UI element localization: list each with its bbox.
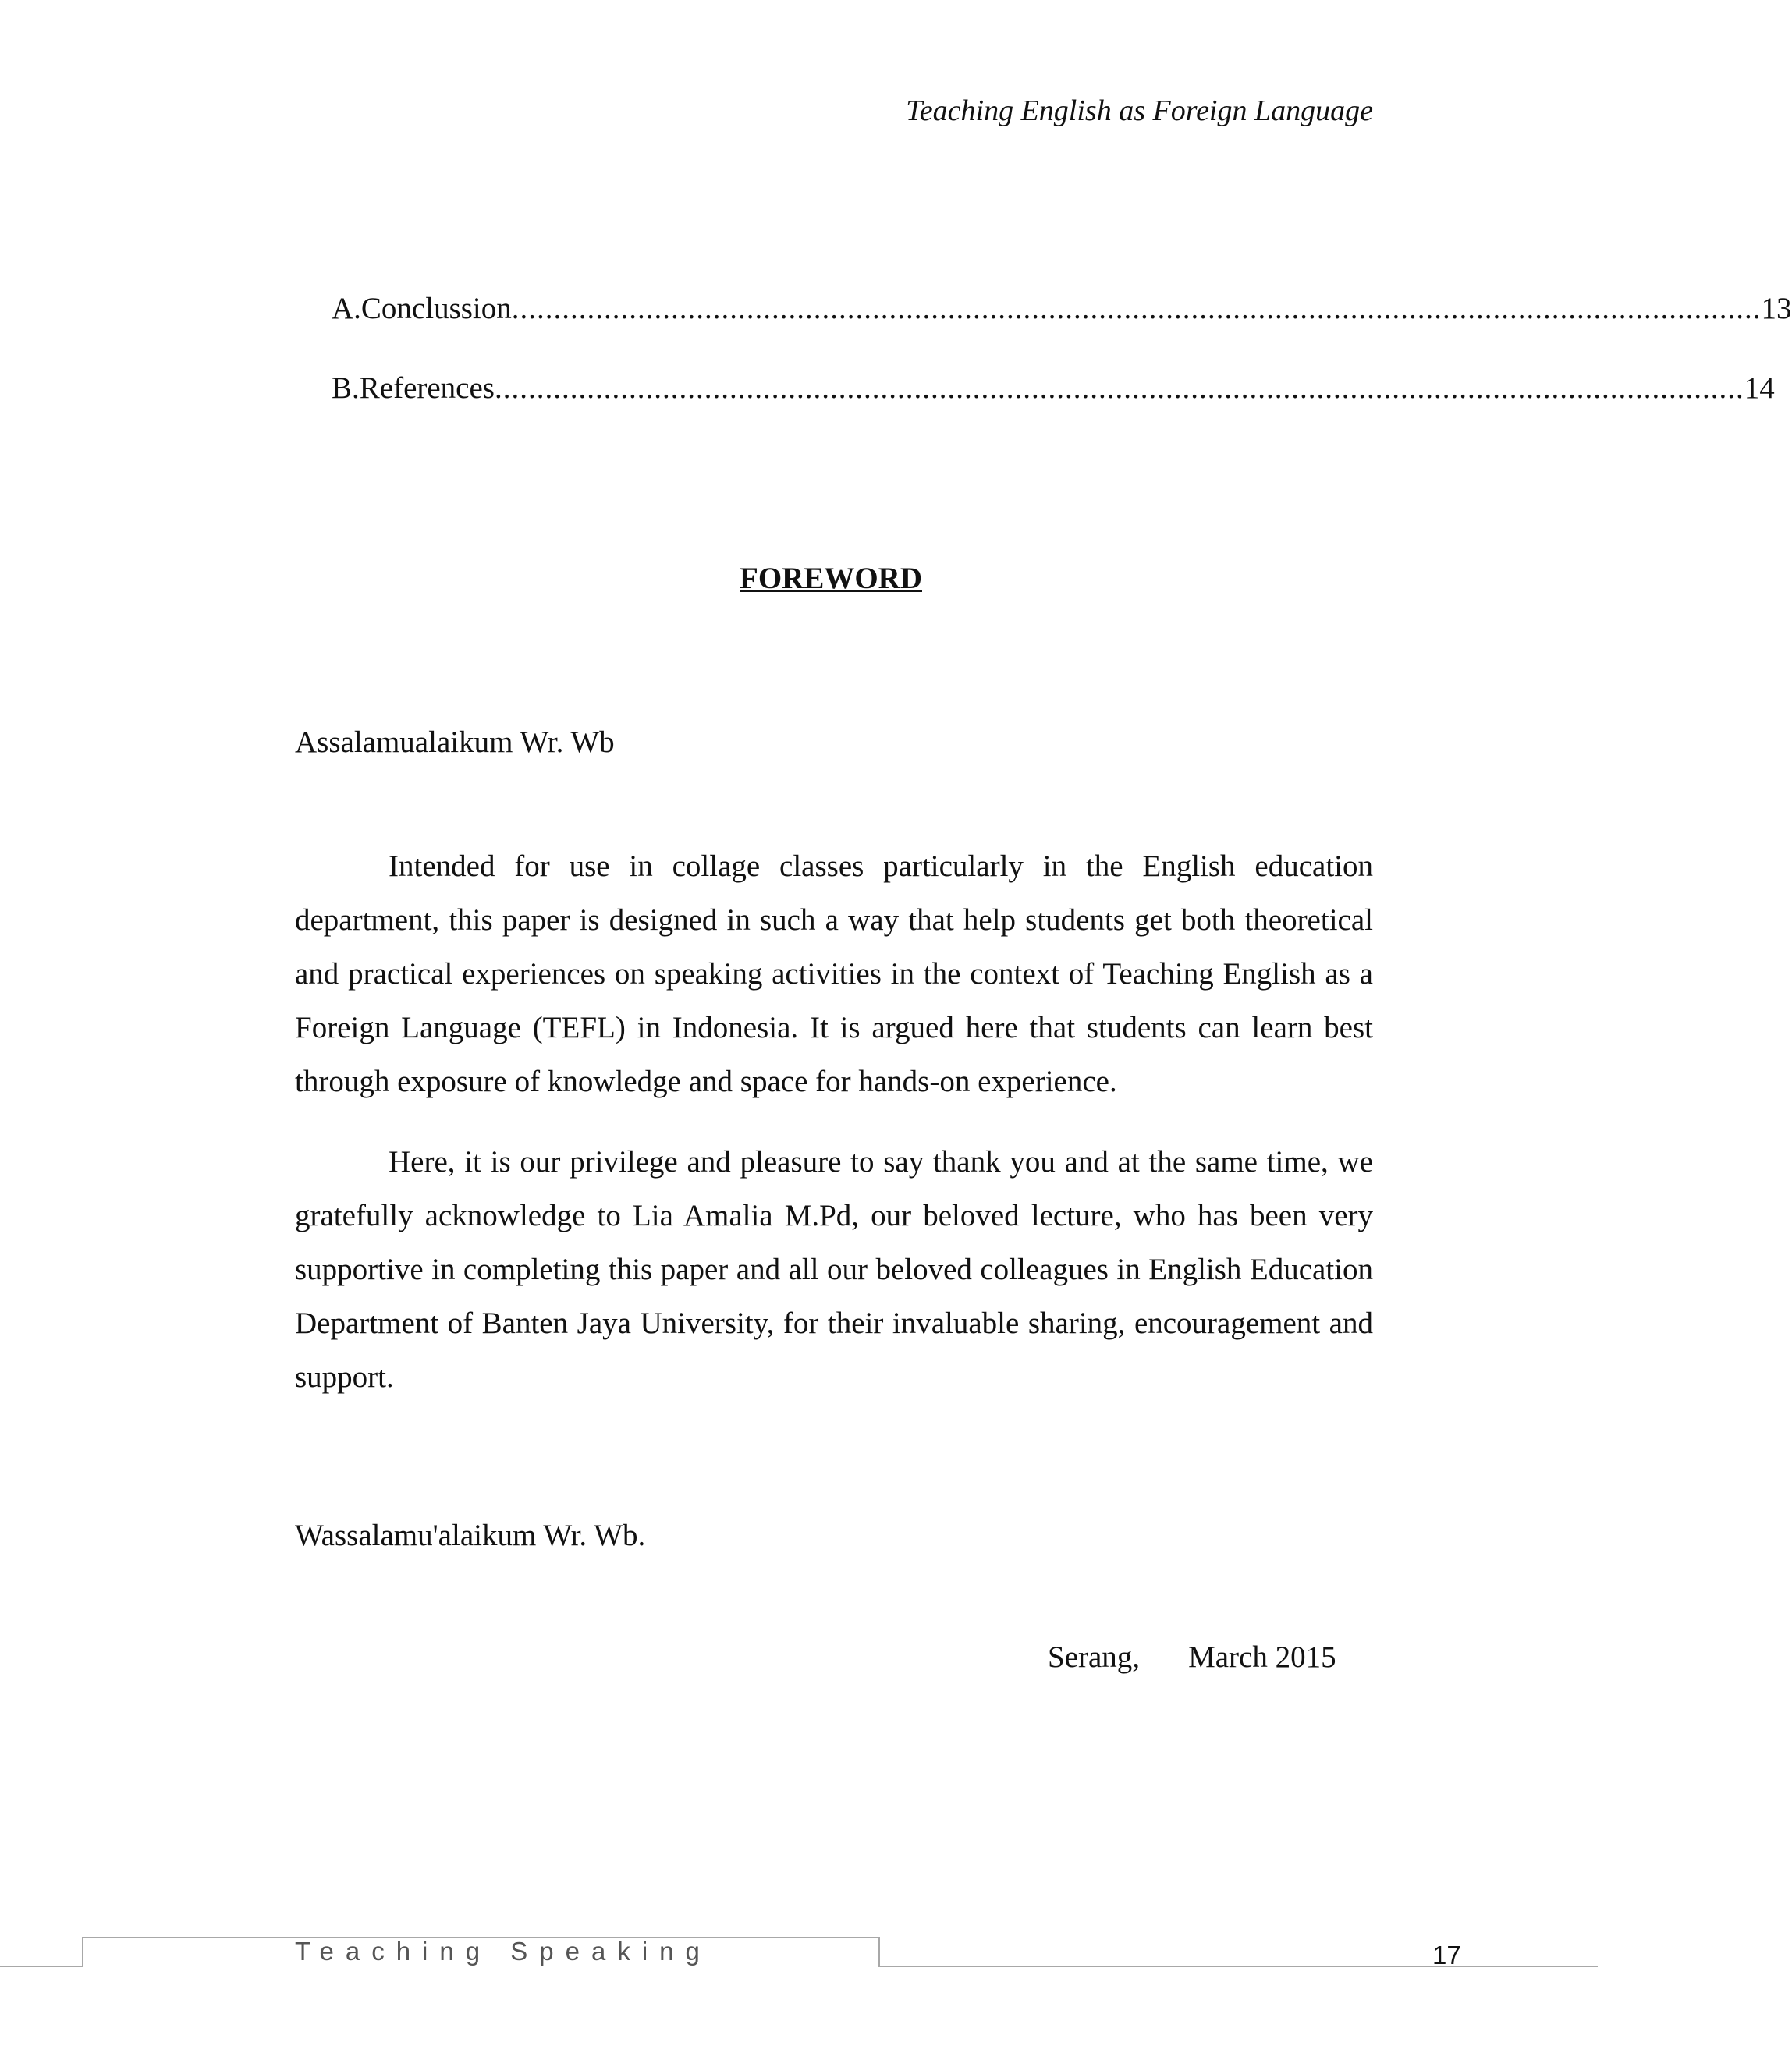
toc-entry-label: A.Conclussion [332,292,512,325]
table-of-contents [332,290,1792,449]
foreword-heading: FOREWORD [740,562,922,595]
signature-date: March 2015 [1188,1640,1336,1674]
toc-entry [332,290,1792,328]
toc-dot-leader: ..................................................................................................................................................... [494,371,1744,405]
footer-rule [878,1937,880,1967]
running-header: Teaching English as Foreign Language [906,94,1373,127]
signature-line [1048,1639,1336,1676]
footer-rule [878,1966,1598,1967]
toc-dot-leader: ..................................................................................................................................................... [511,292,1762,325]
body-paragraph: Here, it is our privilege and pleasure to say thank you and at the same time, we gratefully acknowledge to Lia Amalia M.Pd, our beloved lecture, who has been very supportive in completing this paper and all our beloved colleagues in English Education Department of Banten Jaya University, for their invaluable sharing, encouragement and support. [295,1145,1373,1394]
toc-entry-page: 14 [1744,371,1775,405]
footer-running-title: Teaching Speaking [295,1937,711,1966]
footer-rule [0,1966,83,1967]
toc-entry-page: 13 [1761,292,1792,325]
footer-rule [82,1937,83,1967]
body-paragraph: Intended for use in collage classes particularly in the English education department, this paper is designed in such a way that help students get both theoretical and practical experiences on speaking activities in the context of Teaching English as a Foreign Language (TEFL) in Indonesia. It is argued here that students can learn best through exposure of knowledge and space for hands-on experience. [295,849,1373,1098]
closing-salutation: Wassalamu'alaikum Wr. Wb. [295,1519,646,1552]
page-number: 17 [1432,1941,1461,1970]
greeting: Assalamualaikum Wr. Wb [295,725,615,759]
toc-entry [332,370,1775,407]
toc-entry-label: B.References [332,371,495,405]
signature-place: Serang, [1048,1640,1141,1674]
